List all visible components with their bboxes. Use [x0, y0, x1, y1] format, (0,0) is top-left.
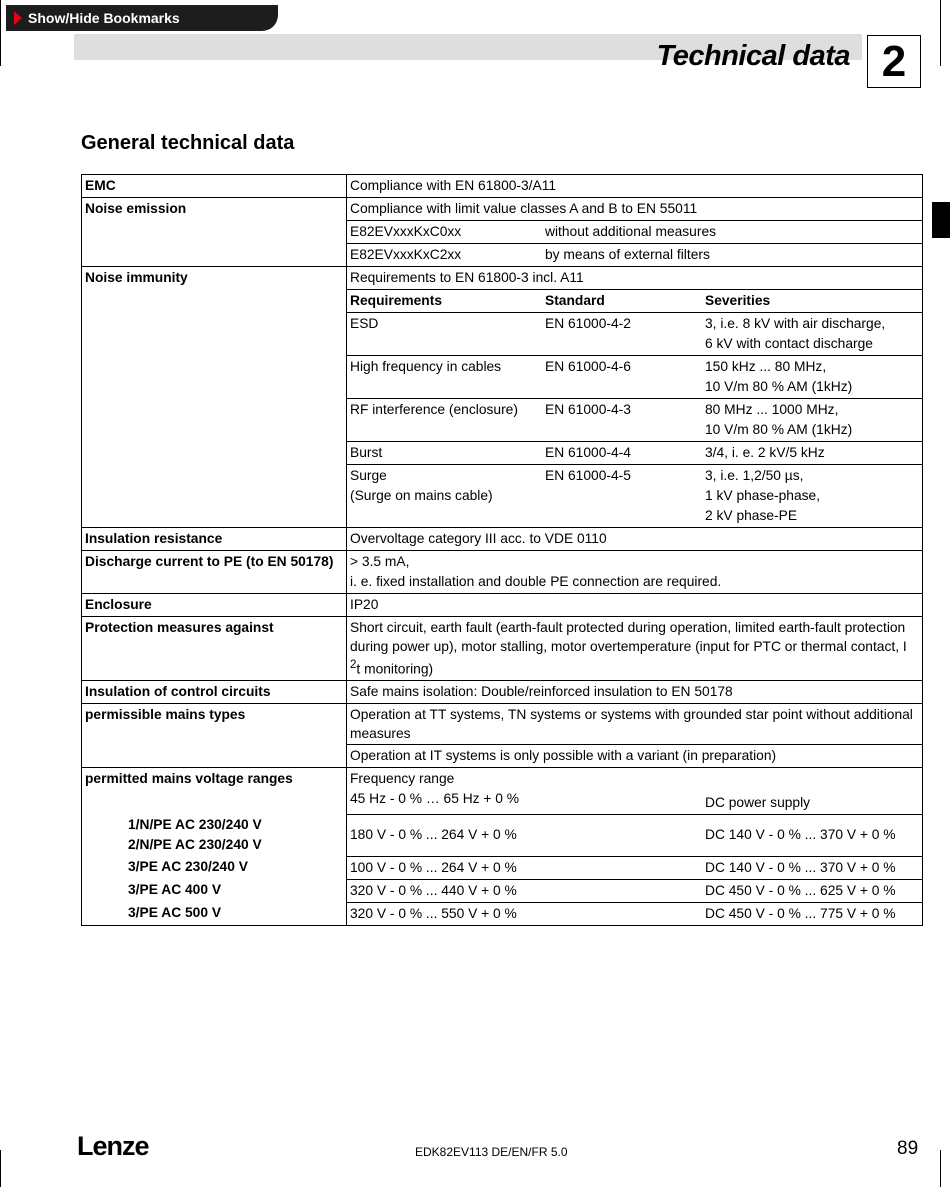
freq-header — [347, 767, 923, 814]
voltage-row — [347, 814, 923, 856]
filter-desc: without additional measures — [545, 224, 717, 239]
ac-range: 320 V - 0 % ... 550 V + 0 % — [350, 905, 517, 921]
dc-range: DC 140 V - 0 % ... 370 V + 0 % — [705, 859, 896, 875]
requirement-line: (Surge on mains cable) — [350, 488, 493, 503]
freq-block — [350, 769, 705, 813]
table-row — [82, 528, 923, 551]
net-line: 2/N/PE AC 230/240 V — [128, 837, 262, 853]
severity-line: 3, i.e. 1,2/50 µs, — [705, 468, 804, 483]
table-row — [82, 902, 923, 925]
table-row — [82, 175, 923, 198]
crop-mark-top-left — [0, 0, 1, 66]
table-row — [82, 814, 923, 856]
immunity-row — [347, 399, 923, 442]
noise-immunity-label: Noise immunity — [85, 270, 188, 285]
voltage-row — [347, 902, 923, 925]
ac-range: 100 V - 0 % ... 264 V + 0 % — [350, 859, 517, 875]
table-row — [82, 198, 923, 221]
section-title: General technical data — [81, 132, 295, 154]
row-label: Discharge current to PE (to EN 50178) — [82, 551, 347, 594]
ac-range: 180 V - 0 % ... 264 V + 0 % — [350, 827, 517, 843]
mains-types-label: permissible mains types — [85, 706, 246, 722]
requirement: ESD — [350, 316, 379, 331]
col-header: Standard — [545, 293, 605, 308]
severity-line: 6 kV with contact discharge — [705, 336, 873, 351]
severity-line: 2 kV phase-PE — [705, 508, 798, 523]
row-value: Overvoltage category III acc. to VDE 0110 — [347, 528, 923, 551]
page-number: 89 — [897, 1138, 919, 1159]
severity — [705, 357, 919, 397]
severity-line: 80 MHz ... 1000 MHz, — [705, 402, 839, 417]
crop-mark-top-right — [940, 0, 941, 66]
severity — [705, 314, 919, 354]
immunity-row — [347, 356, 923, 399]
standard: EN 61000-4-2 — [545, 316, 631, 331]
row-value: Operation at TT systems, TN systems or systems with grounded star point without additional measures — [347, 703, 923, 744]
table-row — [82, 680, 923, 703]
immunity-row — [347, 465, 923, 528]
chapter-number: 2 — [867, 35, 921, 88]
severity: 3/4, i. e. 2 kV/5 kHz — [705, 445, 825, 460]
severity-line: 10 V/m 80 % AM (1kHz) — [705, 379, 853, 394]
row-label: Enclosure — [82, 594, 347, 617]
row-value: IP20 — [347, 594, 923, 617]
show-hide-bookmarks-label: Show/Hide Bookmarks — [28, 10, 180, 26]
severity-line: 10 V/m 80 % AM (1kHz) — [705, 422, 853, 437]
voltage-row — [347, 879, 923, 902]
table-row — [82, 551, 923, 594]
row-value — [347, 244, 923, 267]
severity — [705, 466, 919, 526]
row-value — [347, 551, 923, 594]
document-id: EDK82EV113 DE/EN/FR 5.0 — [415, 1145, 568, 1159]
severity-line: 150 kHz ... 80 MHz, — [705, 359, 827, 374]
page-header-title: Technical data — [656, 40, 850, 72]
requirement: RF interference (enclosure) — [350, 402, 518, 417]
protection-text-end: t monitoring) — [356, 661, 434, 677]
crop-mark-bottom-left — [0, 1150, 1, 1187]
crop-mark-bottom-right — [940, 1150, 941, 1187]
row-label: Protection measures against — [82, 617, 347, 681]
row-value: Compliance with EN 61800-3/A11 — [347, 175, 923, 198]
dc-range: DC 450 V - 0 % ... 625 V + 0 % — [705, 882, 896, 898]
dc-label: DC power supply — [705, 794, 811, 810]
immunity-row — [347, 442, 923, 465]
table-row — [82, 703, 923, 744]
col-header: Requirements — [350, 293, 443, 308]
table-row — [82, 856, 923, 879]
row-label: Insulation resistance — [82, 528, 347, 551]
severity-line: 1 kV phase-phase, — [705, 488, 821, 503]
requirement — [350, 466, 545, 526]
row-label — [82, 703, 347, 767]
table-row — [82, 879, 923, 902]
dc-range: DC 140 V - 0 % ... 370 V + 0 % — [705, 827, 896, 843]
net-line: 1/N/PE AC 230/240 V — [128, 817, 262, 833]
requirement: High frequency in cables — [350, 359, 502, 374]
value-line: > 3.5 mA, — [350, 554, 410, 569]
chapter-side-marker — [932, 202, 950, 238]
standard: EN 61000-4-6 — [545, 359, 631, 374]
row-value: Operation at IT systems is only possible with a variant (in preparation) — [347, 744, 923, 767]
severity — [705, 400, 919, 440]
standard: EN 61000-4-5 — [545, 468, 631, 483]
row-label: EMC — [82, 175, 347, 198]
mains-net: 3/PE AC 230/240 V — [82, 856, 347, 879]
filter-desc: by means of external filters — [545, 247, 710, 262]
freq-label: Frequency range — [350, 770, 455, 786]
noise-emission-label: Noise emission — [85, 201, 187, 216]
standard: EN 61000-4-3 — [545, 402, 631, 417]
requirement-line: Surge — [350, 468, 387, 483]
device-type: E82EVxxxKxC0xx — [350, 224, 462, 239]
table-row — [82, 594, 923, 617]
general-technical-data-table — [81, 174, 923, 926]
mains-net: 3/PE AC 400 V — [82, 879, 347, 902]
immunity-header — [347, 290, 923, 313]
device-type: E82EVxxxKxC2xx — [350, 247, 462, 262]
protection-text: Short circuit, earth fault (earth-fault protected during operation, limited earth-fault protection during power up), motor stalling, motor overtemperature (input for PTC or thermal contact, I — [350, 620, 907, 654]
row-value: Compliance with limit value classes A and B to EN 55011 — [347, 198, 923, 221]
table-row — [82, 617, 923, 681]
standard: EN 61000-4-4 — [545, 445, 631, 460]
dc-block — [705, 769, 919, 813]
row-label — [82, 267, 347, 528]
row-label — [82, 198, 347, 267]
freq-value: 45 Hz - 0 % … 65 Hz + 0 % — [350, 790, 520, 806]
mains-net: 3/PE AC 500 V — [82, 902, 347, 925]
triangle-right-icon — [14, 11, 22, 25]
table-row — [82, 267, 923, 290]
row-label: permitted mains voltage ranges — [82, 767, 347, 814]
severity-line: 3, i.e. 8 kV with air discharge, — [705, 316, 886, 331]
requirement: Burst — [350, 445, 383, 460]
immunity-row — [347, 313, 923, 356]
table-row — [82, 767, 923, 814]
mains-net — [82, 814, 347, 856]
row-value — [347, 617, 923, 681]
voltage-row — [347, 856, 923, 879]
value-line: i. e. fixed installation and double PE connection are required. — [350, 574, 722, 589]
lenze-logo: Lenze — [77, 1131, 149, 1161]
superscript: 2 — [350, 659, 357, 671]
col-header: Severities — [705, 293, 771, 308]
row-value: Safe mains isolation: Double/reinforced insulation to EN 50178 — [347, 680, 923, 703]
row-value — [347, 221, 923, 244]
dc-range: DC 450 V - 0 % ... 775 V + 0 % — [705, 905, 896, 921]
row-label: Insulation of control circuits — [82, 680, 347, 703]
ac-range: 320 V - 0 % ... 440 V + 0 % — [350, 882, 517, 898]
show-hide-bookmarks-button[interactable] — [6, 5, 278, 31]
row-value: Requirements to EN 61800-3 incl. A11 — [347, 267, 923, 290]
